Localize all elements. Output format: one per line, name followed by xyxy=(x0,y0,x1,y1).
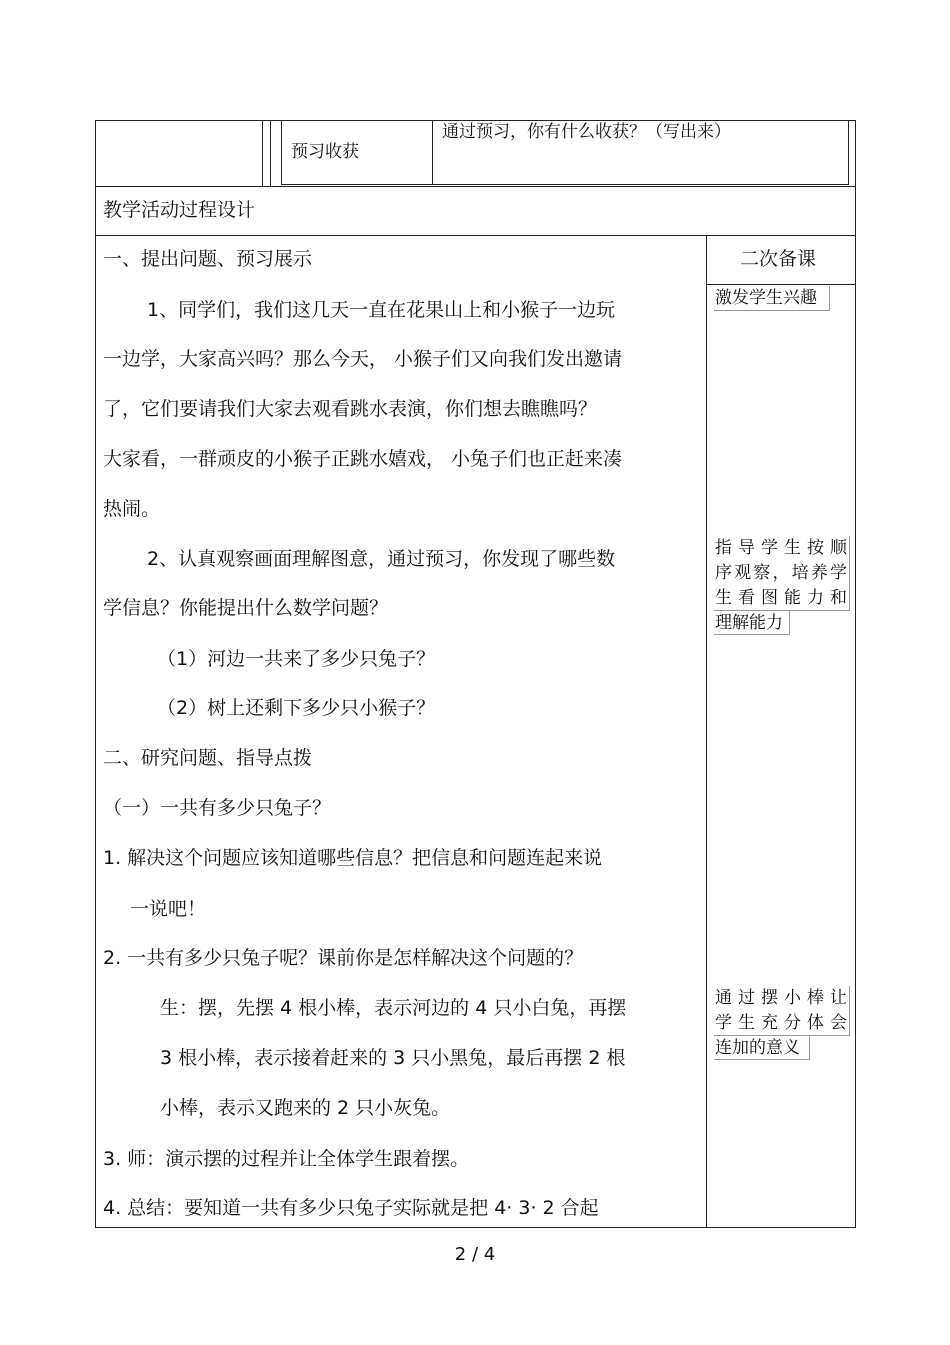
main-line: 2、认真观察画面理解图意，通过预习，你发现了哪些数 xyxy=(147,548,616,570)
preview-label: 预习收获 xyxy=(291,142,359,162)
table-divider xyxy=(432,120,433,185)
preview-prompt: 通过预习，你有什么收获？（写出来） xyxy=(442,122,731,142)
main-line: 学信息？你能提出什么数学问题？ xyxy=(103,597,389,619)
main-line: 了，它们要请我们大家去观看跳水表演，你们想去瞧瞧吗？ xyxy=(103,398,598,420)
main-line: 1、同学们，我们这几天一直在花果山上和小猴子一边玩 xyxy=(147,299,616,321)
side-header: 二次备课 xyxy=(740,248,817,270)
row-divider xyxy=(95,235,856,236)
note-underline xyxy=(714,610,790,635)
table-divider xyxy=(262,120,263,186)
table-divider xyxy=(270,120,271,186)
row-divider xyxy=(95,186,856,187)
side-note-line: 连加的意义 xyxy=(715,1038,800,1058)
section-title: 教学活动过程设计 xyxy=(103,199,256,221)
main-line: 2. 一共有多少只兔子呢？课前你是怎样解决这个问题的？ xyxy=(103,947,584,969)
main-line: 小棒，表示又跑来的 2 只小灰兔。 xyxy=(160,1097,451,1119)
main-line: （一）一共有多少只兔子？ xyxy=(103,797,332,819)
main-line: 一边学，大家高兴吗？那么今天， 小猴子们又向我们发出邀请 xyxy=(103,348,623,370)
main-line: （2）树上还剩下多少只小猴子？ xyxy=(157,697,436,719)
main-line: 一、提出问题、预习展示 xyxy=(103,248,313,270)
side-note-line: 指导学生按顺 xyxy=(715,538,847,558)
side-note-line: 通过摆小棒让 xyxy=(715,988,847,1008)
page-number: 2 / 4 xyxy=(454,1244,496,1265)
column-divider xyxy=(706,235,707,1228)
side-note-line: 序观察，培养学 xyxy=(715,563,847,583)
note-underline xyxy=(714,986,850,1036)
side-note-line: 生看图能力和 xyxy=(715,588,847,608)
main-line: 生：摆，先摆 4 根小棒，表示河边的 4 只小白兔，再摆 xyxy=(160,997,627,1019)
side-note-line: 理解能力 xyxy=(715,613,783,633)
main-line: 3 根小棒，表示接着赶来的 3 只小黑兔，最后再摆 2 根 xyxy=(160,1047,626,1069)
main-line: 1. 解决这个问题应该知道哪些信息？把信息和问题连起来说 xyxy=(103,847,603,869)
main-line: 4. 总结：要知道一共有多少只兔子实际就是把 4· 3· 2 合起 xyxy=(103,1197,599,1219)
main-line: （1）河边一共来了多少只兔子？ xyxy=(157,648,436,670)
note-underline xyxy=(714,286,830,311)
side-note-line: 激发学生兴趣 xyxy=(715,288,817,308)
side-note-line: 学生充分体会 xyxy=(715,1013,847,1033)
row-divider xyxy=(706,284,856,285)
note-underline xyxy=(714,536,850,611)
note-underline xyxy=(714,1035,810,1060)
main-line: 大家看，一群顽皮的小猴子正跳水嬉戏， 小兔子们也正赶来凑 xyxy=(103,448,623,470)
main-line: 一说吧！ xyxy=(130,898,207,920)
main-line: 热闹。 xyxy=(103,498,161,520)
main-line: 3. 师：演示摆的过程并让全体学生跟着摆。 xyxy=(103,1148,470,1170)
main-line: 二、研究问题、指导点拨 xyxy=(103,747,313,769)
